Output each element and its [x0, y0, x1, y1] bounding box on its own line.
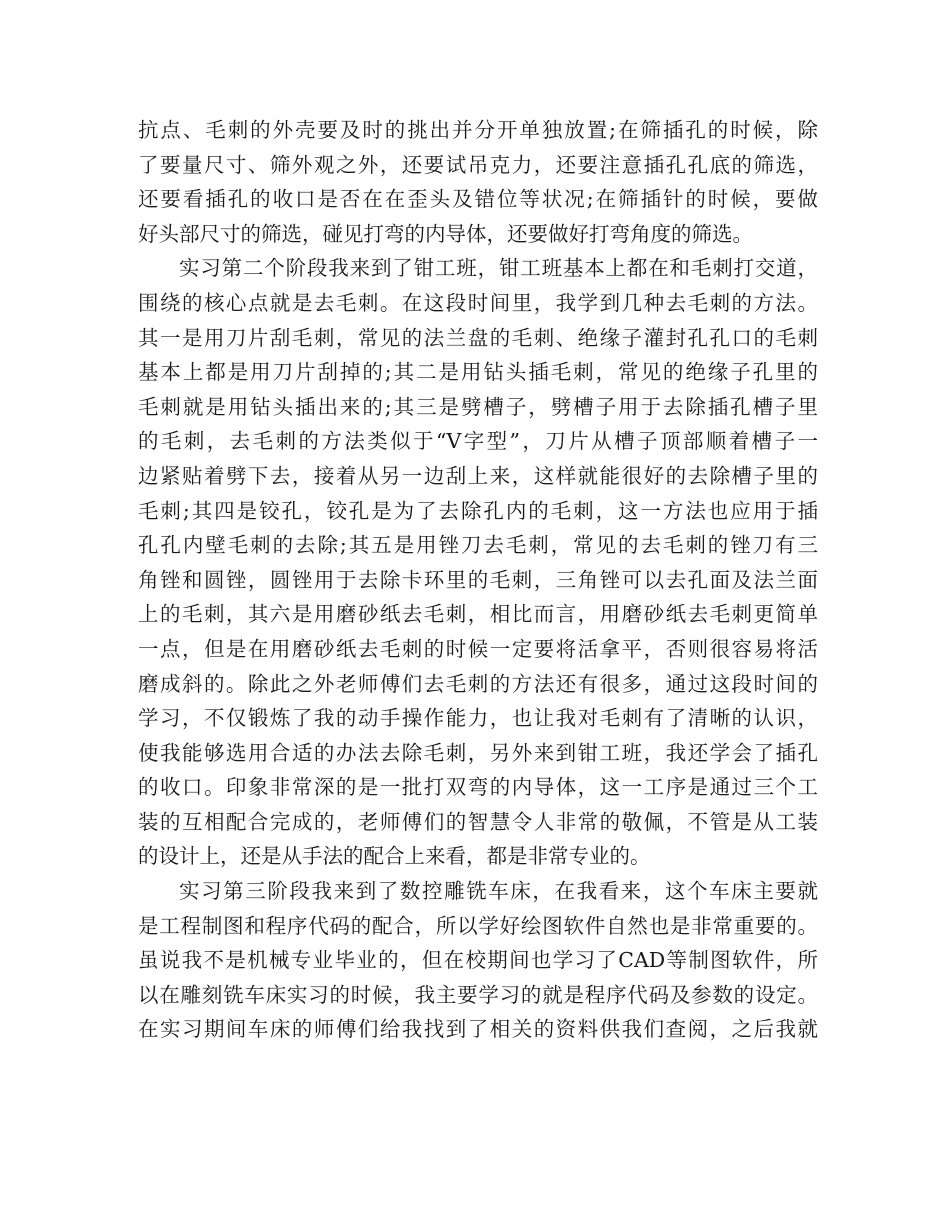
paragraph-3-line-1: 实习第三阶段我来到了数控雕铣车床，在我看来，这个车床主要就 [179, 879, 818, 904]
paragraph-2-line-2: 围绕的核心点就是去毛刺。在这段时间里，我学到几种去毛刺的方法。 [138, 290, 818, 315]
paragraph-2-line-1: 实习第二个阶段我来到了钳工班，钳工班基本上都在和毛刺打交道， [179, 256, 818, 281]
paragraph-2-line-7: 边紧贴着劈下去，接着从另一边刮上来，这样就能很好的去除槽子里的 [138, 463, 818, 488]
paragraph-2-line-16: 的收口。印象非常深的是一批打双弯的内导体，这一工序是通过三个工 [138, 775, 818, 800]
paragraph-2-line-12: 一点，但是在用磨砂纸去毛刺的时候一定要将活拿平，否则很容易将活 [138, 636, 818, 661]
paragraph-2-line-5: 毛刺就是用钻头插出来的;其三是劈槽子，劈槽子用于去除插孔槽子里 [138, 394, 818, 419]
paragraph-3-line-5: 在实习期间车床的师傅们给我找到了相关的资料供我们查阅，之后我就 [138, 1017, 818, 1042]
paragraph-2-line-6: 的毛刺，去毛刺的方法类似于“V字型”，刀片从槽子顶部顺着槽子一 [138, 429, 818, 454]
paragraph-2-line-9: 孔孔内壁毛刺的去除;其五是用锉刀去毛刺，常见的去毛刺的锉刀有三 [138, 533, 818, 558]
paragraph-2-line-4: 基本上都是用刀片刮掉的;其二是用钻头插毛刺，常见的绝缘子孔里的 [138, 360, 818, 385]
paragraph-2-line-13: 磨成斜的。除此之外老师傅们去毛刺的方法还有很多，通过这段时间的 [138, 671, 818, 696]
paragraph-1-line-4: 好头部尺寸的筛选，碰见打弯的内导体，还要做好打弯角度的筛选。 [138, 221, 753, 246]
paragraph-3-line-2: 是工程制图和程序代码的配合，所以学好绘图软件自然也是非常重要的。 [138, 913, 818, 938]
paragraph-2-line-11: 上的毛刺，其六是用磨砂纸去毛刺，相比而言，用磨砂纸去毛刺更简单 [138, 602, 818, 627]
paragraph-2-line-17: 装的互相配合完成的，老师傅们的智慧令人非常的敬佩，不管是从工装 [138, 809, 818, 834]
paragraph-1-line-1: 抗点、毛刺的外壳要及时的挑出并分开单独放置;在筛插孔的时候，除 [138, 118, 818, 142]
paragraph-2-line-3: 其一是用刀片刮毛刺，常见的法兰盘的毛刺、绝缘子灌封孔孔口的毛刺 [138, 325, 818, 350]
paragraph-1-line-3: 还要看插孔的收口是否在在歪头及错位等状况;在筛插针的时候，要做 [138, 187, 818, 212]
paragraph-2-line-14: 学习，不仅锻炼了我的动手操作能力，也让我对毛刺有了清晰的认识， [138, 706, 818, 731]
document-body [138, 113, 818, 1047]
paragraph-3-line-4: 以在雕刻铣车床实习的时候，我主要学习的就是程序代码及参数的设定。 [138, 982, 818, 1007]
paragraph-1-line-2: 了要量尺寸、筛外观之外，还要试吊克力，还要注意插孔孔底的筛选， [138, 152, 818, 177]
paragraph-2-line-18: 的设计上，还是从手法的配合上来看，都是非常专业的。 [138, 844, 651, 869]
paragraph-2-line-8: 毛刺;其四是铰孔，铰孔是为了去除孔内的毛刺，这一方法也应用于插 [138, 498, 818, 523]
paragraph-2-line-10: 角锉和圆锉，圆锉用于去除卡环里的毛刺，三角锉可以去孔面及法兰面 [138, 567, 818, 592]
paragraph-2-line-15: 使我能够选用合适的办法去除毛刺，另外来到钳工班，我还学会了插孔 [138, 740, 818, 765]
paragraph-3-line-3: 虽说我不是机械专业毕业的，但在校期间也学习了CAD等制图软件，所 [138, 948, 818, 973]
